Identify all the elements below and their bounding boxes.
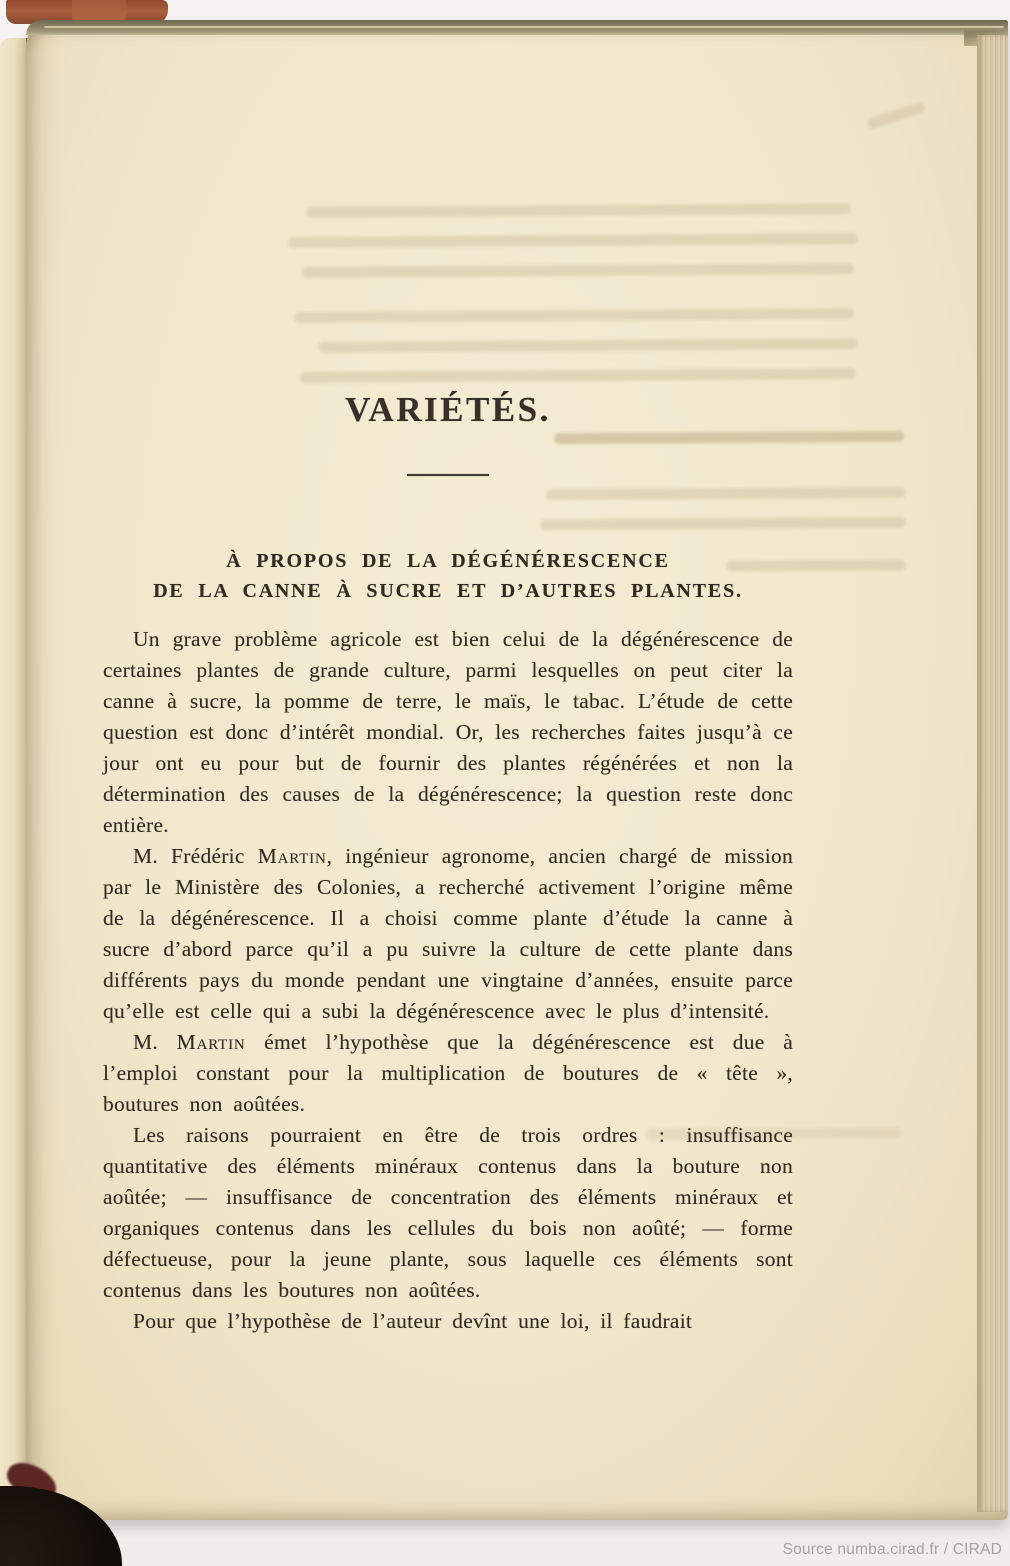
paragraph-2-run1: M. Frédéric xyxy=(133,844,258,868)
show-through-mark xyxy=(866,101,926,130)
paragraph-2-run2: , ingénieur agronome, ancien chargé de mission par le Ministère des Colonies, a recherché activement l’origine même de la dégénérescence. Il a choisi comme plante d’étude la canne à sucre d’abord parce qu’il a pu suivre la culture de cette plante dans différents pays du monde pendant une vingtaine d’années, ensuite parce qu’elle est celle qui a subi la dégénérescence avec le plus d’intensité. xyxy=(103,844,794,1023)
section-title: VARIÉTÉS. xyxy=(345,390,551,429)
paragraph-4: Les raisons pourraient en être de trois ordres : insuffisance quantitative des éléments minéraux contenus dans la bouture non aoûtée; — insuffisance de concentration des éléments minéraux et organiques contenus dans les cellules du bois non aoûté; — forme défectueuse, pour la jeune plante, sous laquelle ces éléments sont contenus dans les boutures non aoûtées. xyxy=(103,1123,793,1302)
page-content xyxy=(103,20,793,1337)
separator-rule xyxy=(407,474,489,476)
source-attribution: Source numba.cirad.fr / CIRAD xyxy=(782,1541,1002,1558)
paragraph-3 xyxy=(103,1027,793,1120)
article-title-line2: DE LA CANNE À SUCRE ET D’AUTRES PLANTES. xyxy=(153,580,743,602)
paragraph-3-run2: émet l’hypothèse que la dégénérescence est due à l’emploi constant pour la multiplication de boutures de « tête », boutures non aoûtées. xyxy=(103,1030,793,1116)
article-title-line1: À PROPOS DE LA DÉGÉNÉRESCENCE xyxy=(226,550,670,572)
paragraph-5: Pour que l’hypothèse de l’auteur devînt une loi, il faudrait xyxy=(133,1309,693,1333)
person-name-martin: Martin xyxy=(257,844,327,868)
adjacent-page-edge xyxy=(0,38,29,1500)
paragraph-2 xyxy=(103,841,793,1027)
fore-edge-pages xyxy=(977,35,1008,1512)
paragraph-1: Un grave problème agricole est bien celui de la dégénérescence de certaines plantes de grande culture, parmi lesquelles on peut citer la canne à sucre, la pomme de terre, le maïs, le tabac. L’étude de cette question est donc d’intérêt mondial. Or, les recherches faites jusqu’à ce jour ont eu pour but de fournir des plantes régénérées et non la détermination des causes de la dégénérescence; la question reste donc entière. xyxy=(103,627,793,837)
paragraph-3-run1: M. xyxy=(133,1030,177,1054)
article-title xyxy=(103,546,793,606)
book-page xyxy=(26,20,1008,1520)
person-name-martin: Martin xyxy=(176,1030,246,1054)
article-body xyxy=(103,624,793,1337)
